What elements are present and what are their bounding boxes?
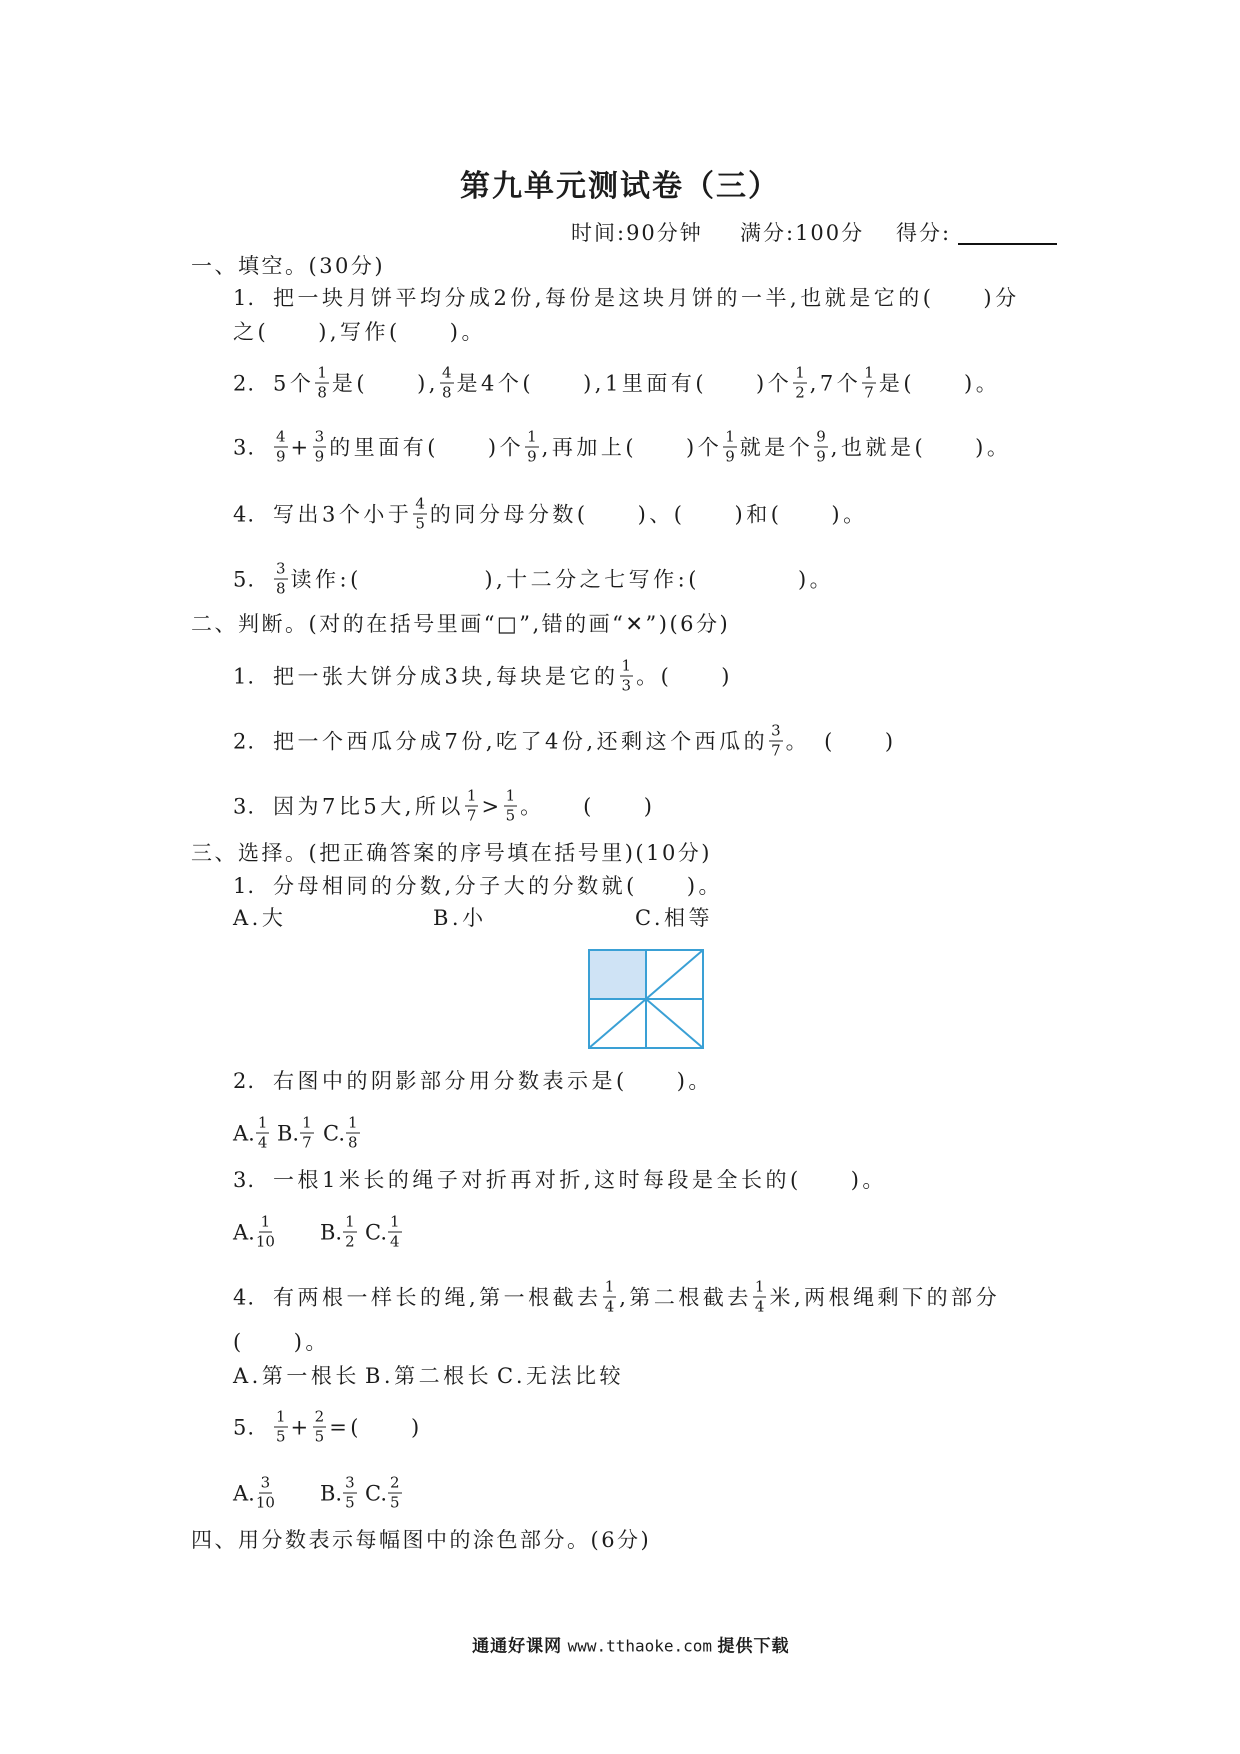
fraction-denominator: 5 <box>415 514 425 533</box>
question-text: ,也就是( )。 <box>830 435 1012 459</box>
fraction-numerator: 1 <box>276 1407 286 1426</box>
option-label: B. <box>277 1121 300 1145</box>
option-label: A. <box>233 1481 255 1505</box>
question-number: 3. <box>233 794 256 818</box>
fraction-numerator: 1 <box>466 786 477 805</box>
question-number: 4. <box>233 502 256 526</box>
question-text: 是( ), <box>331 371 439 395</box>
footer-url: www.tthaoke.com <box>567 1636 713 1656</box>
fraction <box>255 1212 275 1251</box>
fraction <box>620 656 634 695</box>
footer-download-text: 提供下载 <box>717 1636 790 1657</box>
option-text: C.相等 <box>635 906 713 930</box>
fraction-numerator: 1 <box>604 1277 615 1296</box>
option-label: C. <box>323 1121 345 1145</box>
option-text: A.第一根长 <box>233 1364 360 1388</box>
question-text: 是( )。 <box>878 371 1001 395</box>
fraction-denominator: 8 <box>317 383 327 402</box>
judge-question-1 <box>233 656 733 695</box>
question-text: 写出3个小于 <box>273 502 413 526</box>
option-label: A. <box>233 1220 255 1244</box>
option-c <box>323 1113 363 1152</box>
question-text: 之( ),写作( )。 <box>233 320 486 344</box>
fraction <box>346 1113 360 1152</box>
question-number: 3. <box>233 435 256 459</box>
fraction-denominator: 9 <box>816 447 826 466</box>
question-text: > <box>481 794 503 818</box>
question-text: =( ) <box>329 1415 423 1439</box>
option-b <box>277 1113 317 1152</box>
score-label: 得分: <box>896 221 952 245</box>
section-heading-true-false: 二、判断。(对的在括号里画“□”,错的画“✕”)(6分) <box>191 612 731 636</box>
diagonal-divider-bottom-left <box>589 999 646 1048</box>
fraction-numerator: 3 <box>276 559 286 578</box>
diagonal-divider-top-right <box>646 950 703 999</box>
option-text: C.无法比较 <box>497 1364 624 1388</box>
option-label: B. <box>320 1220 343 1244</box>
exam-time: 时间:90分钟 <box>571 221 703 245</box>
fraction-numerator: 3 <box>314 427 325 446</box>
fraction <box>440 363 454 402</box>
option-label: A. <box>233 1121 255 1145</box>
fraction <box>388 1473 402 1512</box>
fraction-denominator: 7 <box>302 1133 312 1152</box>
fraction-numerator: 2 <box>390 1473 400 1492</box>
question-text: 把一块月饼平均分成2份,每份是这块月饼的一半,也就是它的( )分 <box>273 286 1020 310</box>
option-c <box>365 1473 405 1512</box>
diagonal-divider-bottom-right <box>646 999 703 1048</box>
choice-question-1 <box>233 872 723 900</box>
option-text: A.大 <box>233 906 287 930</box>
shaded-square-figure <box>588 949 704 1049</box>
fraction-numerator: 1 <box>390 1212 400 1231</box>
question-text: 。 ( ) <box>785 729 897 753</box>
fill-question-1-continued <box>233 318 486 346</box>
exam-full-marks: 满分:100分 <box>740 221 865 245</box>
question-text: 分母相同的分数,分子大的分数就( )。 <box>273 874 724 898</box>
question-text: 就是个 <box>739 435 814 459</box>
fraction-numerator: 1 <box>621 656 632 675</box>
question-number: 5. <box>233 567 256 591</box>
question-number: 1. <box>233 664 256 688</box>
question-text: + <box>290 1415 312 1439</box>
fraction <box>300 1113 314 1152</box>
fraction <box>313 1407 327 1446</box>
fraction-denominator: 4 <box>390 1232 400 1251</box>
fraction <box>525 427 539 466</box>
option-b <box>365 1362 492 1390</box>
option-label: C. <box>365 1481 387 1505</box>
fraction <box>753 1277 767 1316</box>
choice-question-5 <box>233 1407 423 1446</box>
fraction-numerator: 1 <box>257 1113 268 1132</box>
question-text: 5个 <box>273 371 315 395</box>
option-a <box>233 1113 272 1152</box>
fraction <box>504 786 518 825</box>
question-text: ,7个 <box>809 371 862 395</box>
fraction-denominator: 9 <box>276 447 286 466</box>
fraction-denominator: 7 <box>864 383 874 402</box>
option-c <box>497 1362 624 1390</box>
option-b <box>320 1212 360 1251</box>
fill-question-1 <box>233 284 1020 312</box>
fraction-denominator: 8 <box>348 1133 358 1152</box>
fraction-denominator: 4 <box>754 1297 765 1316</box>
fraction-numerator: 1 <box>725 427 735 446</box>
question-text: + <box>290 435 312 459</box>
page-title: 第九单元测试卷（三） <box>460 169 780 204</box>
fraction-denominator: 2 <box>795 383 805 402</box>
question-text: 读作:( ),十二分之七写作:( )。 <box>290 567 835 591</box>
fraction-numerator: 1 <box>864 363 874 382</box>
fraction <box>256 1113 270 1152</box>
fraction-denominator: 9 <box>314 447 325 466</box>
fraction-denominator: 10 <box>255 1493 275 1512</box>
fraction-numerator: 4 <box>441 363 452 382</box>
question-number: 2. <box>233 371 256 395</box>
fraction-denominator: 2 <box>345 1232 355 1251</box>
fraction-numerator: 1 <box>260 1212 271 1231</box>
choice-question-4 <box>233 1277 1001 1316</box>
question-text: ,再加上( )个 <box>541 435 723 459</box>
fraction-denominator: 9 <box>725 447 735 466</box>
question-text: 米,两根绳剩下的部分 <box>769 1285 1001 1309</box>
fraction-numerator: 3 <box>771 721 781 740</box>
question-text: 。( ) <box>636 664 733 688</box>
footer-credit <box>0 1612 1240 1677</box>
option-a <box>233 1212 278 1251</box>
fraction-numerator: 1 <box>302 1113 312 1132</box>
fill-question-3 <box>233 427 1012 466</box>
option-text: B.小 <box>433 906 487 930</box>
question-number: 1. <box>233 286 256 310</box>
fraction-numerator: 3 <box>345 1473 355 1492</box>
fraction-numerator: 1 <box>317 363 327 382</box>
question-text: 是4个( ),1里面有( )个 <box>456 371 793 395</box>
section-heading-choice: 三、选择。(把正确答案的序号填在括号里)(10分) <box>191 841 712 865</box>
fraction-numerator: 1 <box>505 786 516 805</box>
question-text: 因为7比5大,所以 <box>273 794 464 818</box>
fraction-numerator: 9 <box>816 427 826 446</box>
question-text: 把一张大饼分成3块,每块是它的 <box>273 664 619 688</box>
fraction-denominator: 8 <box>441 383 452 402</box>
fraction-denominator: 7 <box>466 806 477 825</box>
question-text: 的同分母分数( )、( )和( )。 <box>429 502 868 526</box>
shaded-region <box>589 950 646 999</box>
fraction-numerator: 4 <box>276 427 286 446</box>
question-text: 有两根一样长的绳,第一根截去 <box>273 1285 602 1309</box>
question-text: ( )。 <box>233 1330 330 1354</box>
fraction-denominator: 4 <box>257 1133 268 1152</box>
fraction <box>603 1277 617 1316</box>
section-heading-fill-in: 一、填空。(30分) <box>191 254 386 278</box>
fill-question-4 <box>233 494 868 533</box>
fraction <box>274 427 288 466</box>
question-text: 。 ( ) <box>520 794 656 818</box>
fraction-denominator: 3 <box>621 676 632 695</box>
fraction <box>274 1407 288 1446</box>
option-c <box>365 1212 405 1251</box>
judge-question-2 <box>233 721 897 760</box>
question-number: 5. <box>233 1415 256 1439</box>
fraction-numerator: 2 <box>314 1407 325 1426</box>
question-number: 2. <box>233 1069 256 1093</box>
fraction-numerator: 1 <box>527 427 537 446</box>
fraction <box>793 363 807 402</box>
fill-question-5 <box>233 559 835 598</box>
fraction-numerator: 3 <box>260 1473 271 1492</box>
fraction-numerator: 4 <box>415 494 425 513</box>
fraction-denominator: 5 <box>345 1493 355 1512</box>
fraction-denominator: 5 <box>505 806 516 825</box>
question-number: 2. <box>233 729 256 753</box>
choice-question-4-continued <box>233 1328 330 1356</box>
fraction <box>465 786 479 825</box>
choice-question-3 <box>233 1166 887 1194</box>
fraction-denominator: 9 <box>527 447 537 466</box>
option-label: C. <box>365 1220 387 1244</box>
question-text: 一根1米长的绳子对折再对折,这时每段是全长的( )。 <box>273 1168 887 1192</box>
fraction-denominator: 10 <box>255 1232 275 1251</box>
fraction-numerator: 1 <box>795 363 805 382</box>
option-c <box>635 904 713 932</box>
question-text: 右图中的阴影部分用分数表示是( )。 <box>273 1069 713 1093</box>
fraction-denominator: 5 <box>276 1427 286 1446</box>
option-b <box>433 904 487 932</box>
option-a <box>233 904 286 932</box>
fraction <box>413 494 427 533</box>
fraction-denominator: 4 <box>604 1297 615 1316</box>
score-blank-line <box>958 243 1057 245</box>
judge-question-3 <box>233 786 656 825</box>
question-text: 把一个西瓜分成7份,吃了4份,还剩这个西瓜的 <box>273 729 769 753</box>
option-a <box>233 1362 360 1390</box>
fraction-denominator: 5 <box>390 1493 400 1512</box>
question-text: 的里面有( )个 <box>329 435 525 459</box>
fraction-numerator: 1 <box>754 1277 765 1296</box>
fraction <box>723 427 737 466</box>
fraction-numerator: 1 <box>345 1212 355 1231</box>
fraction <box>313 427 327 466</box>
fraction-denominator: 5 <box>314 1427 325 1446</box>
fraction <box>343 1473 357 1512</box>
question-number: 4. <box>233 1285 256 1309</box>
question-number: 1. <box>233 874 256 898</box>
fraction <box>388 1212 402 1251</box>
fraction-denominator: 8 <box>276 579 286 598</box>
fraction <box>862 363 876 402</box>
fraction <box>255 1473 275 1512</box>
footer-site-name: 通通好课网 <box>472 1636 563 1657</box>
fraction <box>315 363 329 402</box>
fraction-denominator: 7 <box>771 741 781 760</box>
fraction <box>814 427 828 466</box>
option-text: B.第二根长 <box>365 1364 493 1388</box>
choice-question-2 <box>233 1067 713 1095</box>
fraction <box>274 559 288 598</box>
fill-question-2 <box>233 363 1001 402</box>
fraction <box>343 1212 357 1251</box>
fraction-numerator: 1 <box>348 1113 358 1132</box>
question-number: 3. <box>233 1168 256 1192</box>
question-text: ,第二根截去 <box>619 1285 752 1309</box>
option-a <box>233 1473 278 1512</box>
section-heading-shading: 四、用分数表示每幅图中的涂色部分。(6分) <box>191 1528 652 1552</box>
option-label: B. <box>320 1481 343 1505</box>
fraction <box>769 721 783 760</box>
option-b <box>320 1473 360 1512</box>
